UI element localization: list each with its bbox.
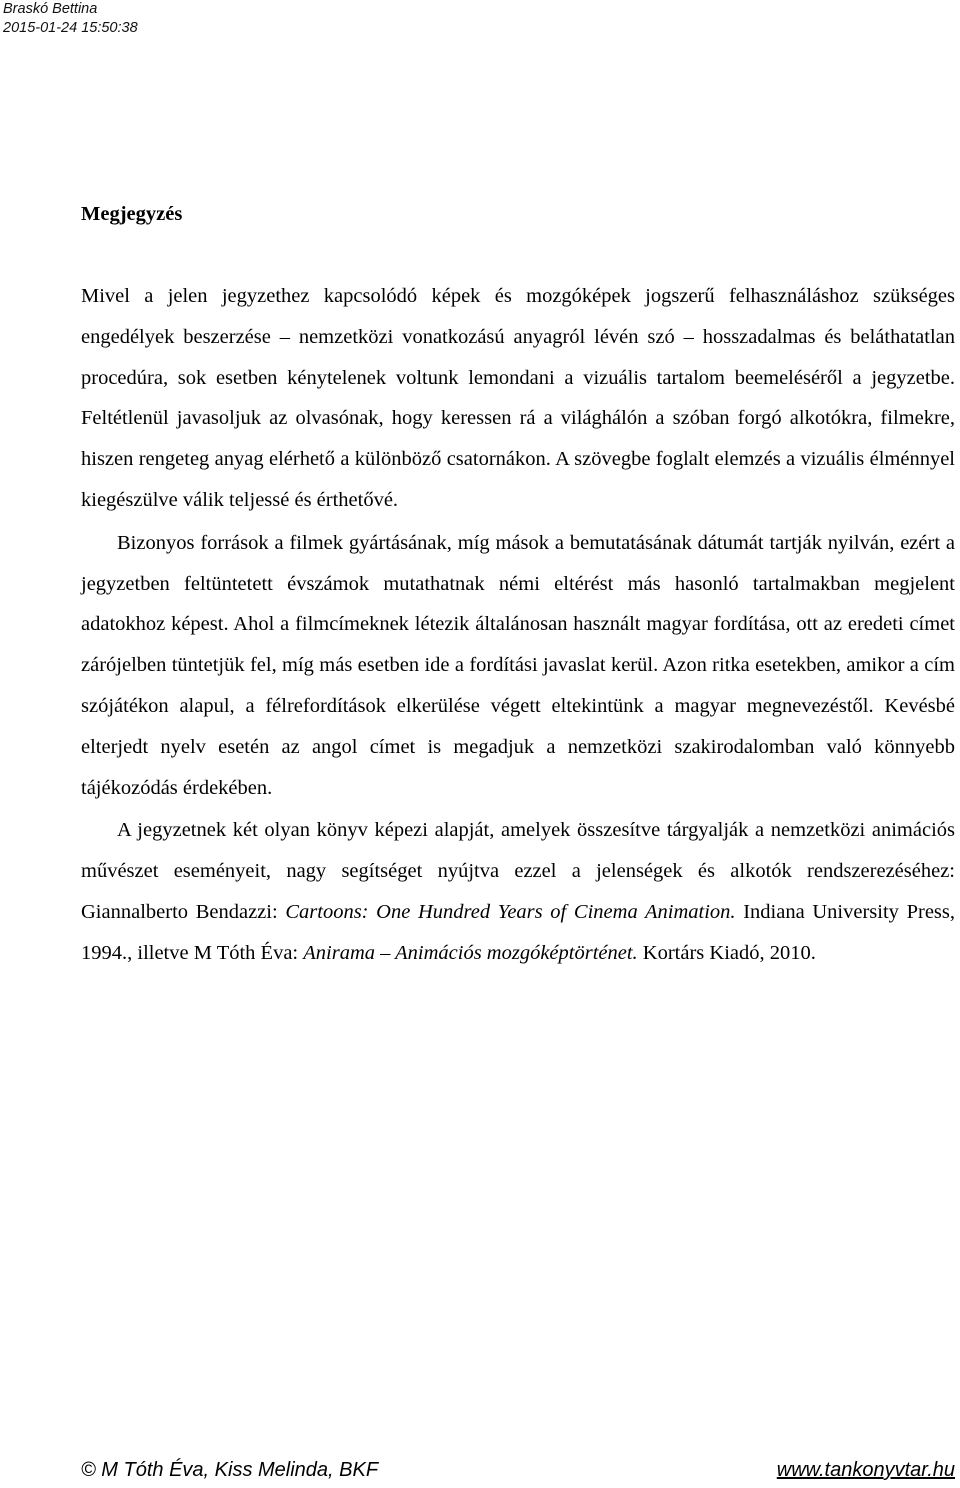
paragraph-dates-titles: Bizonyos források a filmek gyártásának, míg mások a bemutatásának dátumát tartják nyilván, ezért a jegyzetben feltüntetett évszámok mutathatnak némi eltérést más hasonló tartalmakban megjelent adatokhoz képest. Ahol a filmcímeknek létezik általánosan használt magyar fordítása, ott az eredeti címet zárójelben tüntetjük fel, míg más esetben ide a fordítási javaslat kerül. Azon ritka esetekben, amikor a cím szójátékon alapul, a félrefordítások elkerülése végett eltekintünk a magyar megnevezéstől. Kevésbé elterjedt nyelv esetén az angol címet is megadjuk a nemzetközi szakirodalomban való könnyebb tájékozódás érdekében.: [81, 531, 955, 799]
sources-text-part2: Indiana University Press, 1994., illetve M Tóth Éva:: [81, 900, 956, 964]
book-title-anirama: Anirama – Animációs mozgóképtörténet.: [303, 941, 638, 964]
paragraph-sources: [81, 810, 955, 973]
page-title: Megjegyzés: [81, 203, 183, 225]
annotation-author: Braskó Bettina: [3, 1, 98, 17]
sources-text-part3: Kortárs Kiadó, 2010.: [637, 941, 816, 964]
footer-website-link[interactable]: www.tankonyvtar.hu: [776, 1459, 955, 1481]
footer-copyright: © M Tóth Éva, Kiss Melinda, BKF: [81, 1459, 379, 1481]
paragraph-image-rights: Mivel a jelen jegyzethez kapcsolódó képek és mozgóképek jogszerű felhasználáshoz szükséges engedélyek beszerzése – nemzetközi vonatkozású anyagról lévén szó – hosszadalmas és beláthatatlan procedúra, sok esetben kénytelenek voltunk lemondani a vizuális tartalom beemeléséről a jegyzetbe. Feltétlenül javasoljuk az olvasónak, hogy keressen rá a világhálón a szóban forgó alkotókra, filmekre, hiszen rengeteg anyag elérhető a különböző csatornákon. A szövegbe foglalt elemzés a vizuális élménnyel kiegészülve válik teljessé és érthetővé.: [81, 285, 955, 511]
annotation-meta: [3, 0, 138, 38]
annotation-timestamp: 2015-01-24 15:50:38: [3, 20, 138, 36]
book-title-bendazzi: Cartoons: One Hundred Years of Cinema Animation.: [285, 900, 736, 923]
document-body: [81, 276, 955, 976]
sources-text-part1: A jegyzetnek két olyan könyv képezi alapját, amelyek összesítve tárgyalják a nemzetközi animációs művészet eseményeit, nagy segítséget nyújtva ezzel a jelenségek és alkotók rendszerezéséhez: Giannalberto Bendazzi:: [81, 819, 955, 923]
